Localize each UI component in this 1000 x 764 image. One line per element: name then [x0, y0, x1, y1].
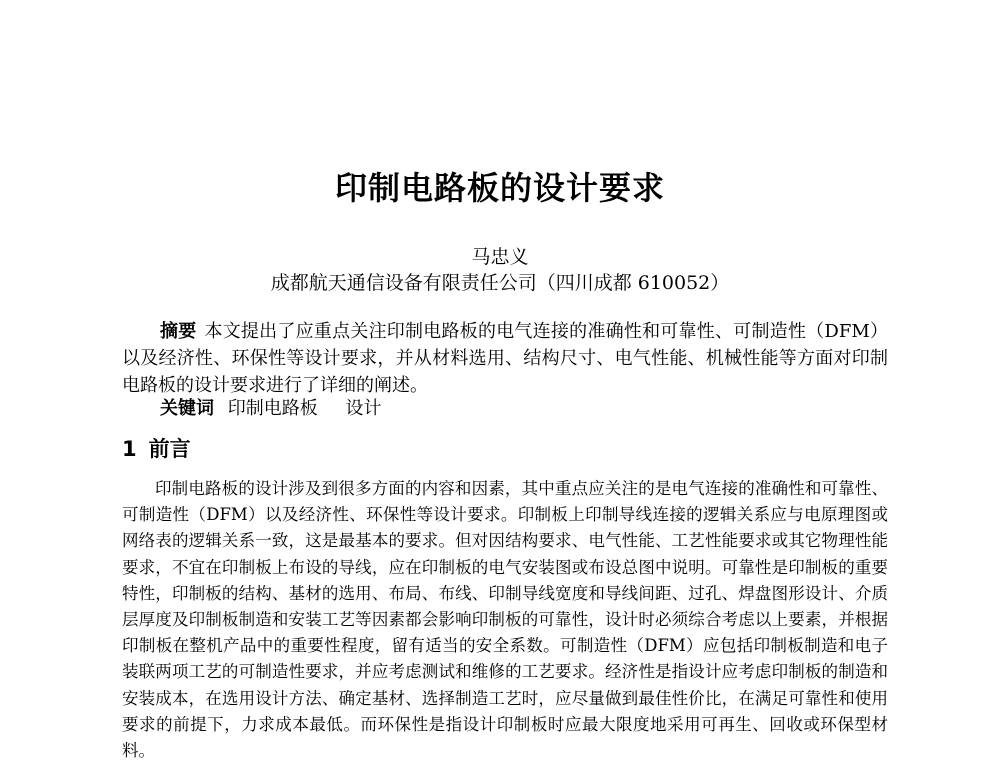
abstract-block: [122, 318, 888, 399]
author-name: 马忠义: [471, 246, 529, 268]
keyword-item: 设计: [345, 398, 382, 419]
section-number: 1: [122, 437, 137, 461]
abstract-label: 摘要: [160, 321, 197, 342]
author-affiliation: 成都航天通信设备有限责任公司（四川成都 610052）: [270, 272, 730, 294]
section-heading: [122, 434, 191, 464]
body-paragraph: 印制电路板的设计涉及到很多方面的内容和因素，其中重点应关注的是电气连接的准确性和可靠性、可制造性（DFM）以及经济性、环保性等设计要求。印制板上印制导线连接的逻辑关系应与电原理图或网络表的逻辑关系一致，这是最基本的要求。但对因结构要求、电气性能、工艺性能要求或其它物理性能要求，不宜在印制板上布设的导线，应在印制板的电气安装图或布设总图中说明。可靠性是印制板的重要特性，印制板的结构、基材的选用、布局、布线、印制导线宽度和导线间距、过孔、焊盘图形设计、介质层厚度及印制板制造和安装工艺等因素都会影响印制板的可靠性，设计时必须综合考虑以上要素，并根据印制板在整机产品中的重要性程度，留有适当的安全系数。可制造性（DFM）应包括印制板制造和电子装联两项工艺的可制造性要求，并应考虑测试和维修的工艺要求。经济性是指设计应考虑印制板的制造和安装成本，在选用设计方法、确定基材、选择制造工艺时，应尽量做到最佳性价比，在满足可靠性和使用要求的前提下，力求成本最低。而环保性是指设计印制板时应最大限度地采用可再生、回收或环保型材料。: [122, 479, 888, 761]
section-title: 前言: [148, 437, 191, 461]
abstract-text: 本文提出了应重点关注印制电路板的电气连接的准确性和可靠性、可制造性（DFM）以及经济性、环保性等设计要求，并从材料选用、结构尺寸、电气性能、机械性能等方面对印制电路板的设计要求进行了详细的阐述。: [122, 321, 888, 396]
paper-title: 印制电路板的设计要求: [334, 169, 665, 207]
keywords-line: [160, 396, 403, 422]
keywords-label: 关键词: [160, 398, 214, 419]
keyword-item: 印制电路板: [227, 398, 318, 419]
